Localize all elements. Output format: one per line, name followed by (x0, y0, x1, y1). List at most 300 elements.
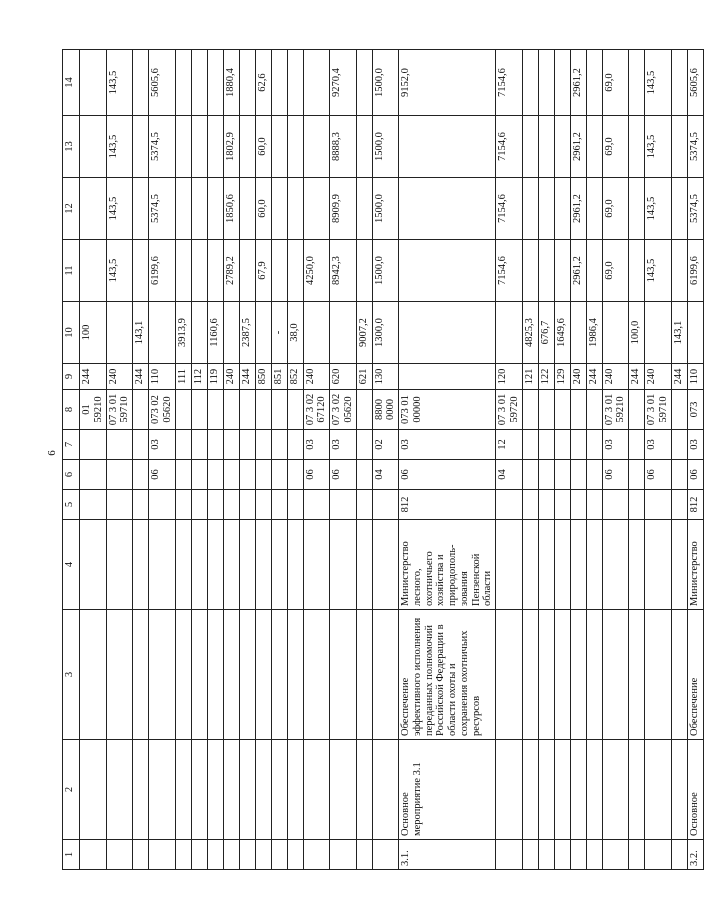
table-cell: 240 (106, 364, 133, 390)
table-cell (570, 460, 586, 490)
table-cell: 621 (356, 364, 372, 390)
table-cell: 1300,0 (372, 302, 399, 364)
table-cell: 7154,6 (496, 50, 523, 116)
table-cell (645, 610, 672, 740)
table-cell: 852 (287, 364, 303, 390)
table-cell: 8800 0000 (372, 390, 399, 430)
table-cell (330, 490, 357, 520)
table-cell: 03 (602, 430, 629, 460)
table-row (602, 50, 629, 870)
table-cell: 110 (149, 364, 176, 390)
table-row (149, 50, 176, 870)
table-cell (223, 460, 239, 490)
table-cell (191, 50, 207, 116)
table-cell: 244 (80, 364, 107, 390)
table-cell (602, 490, 629, 520)
table-cell (586, 610, 602, 740)
table-cell: Министерство лесного, охотничьего хозяйства и природополь-зования Пензенской области (399, 520, 496, 610)
table-cell (287, 50, 303, 116)
table-cell: 1500,0 (372, 240, 399, 302)
table-cell (255, 302, 271, 364)
table-cell (207, 490, 223, 520)
table-cell: 143,5 (106, 116, 133, 178)
table-row (586, 50, 602, 870)
table-cell (671, 116, 687, 178)
table-cell (570, 490, 586, 520)
table-cell (538, 116, 554, 178)
table-cell (191, 610, 207, 740)
table-cell (149, 610, 176, 740)
header-cell: 7 (63, 430, 80, 460)
table-cell (133, 740, 149, 840)
table-cell: 1880,4 (223, 50, 239, 116)
table-cell: 143,5 (106, 178, 133, 240)
table-cell (133, 390, 149, 430)
table-cell: 67,9 (255, 240, 271, 302)
table-cell: 073 01 00000 (399, 390, 496, 430)
table-cell (223, 490, 239, 520)
table-cell: 8909,9 (330, 178, 357, 240)
table-cell (399, 116, 496, 178)
table-cell: 69,0 (602, 50, 629, 116)
table-cell: Министерство (687, 520, 703, 610)
table-row (356, 50, 372, 870)
table-cell (645, 302, 672, 364)
table-cell (538, 240, 554, 302)
table-cell: 812 (687, 490, 703, 520)
table-cell (372, 740, 399, 840)
table-cell (271, 520, 287, 610)
table-cell (629, 390, 645, 430)
table-cell (223, 740, 239, 840)
header-cell: 4 (63, 520, 80, 610)
table-row (271, 50, 287, 870)
table-cell (538, 840, 554, 870)
table-cell (175, 430, 191, 460)
table-cell (629, 430, 645, 460)
table-cell (496, 610, 523, 740)
table-cell: 6199,6 (687, 240, 703, 302)
table-cell: 100 (80, 302, 107, 364)
table-cell (586, 520, 602, 610)
table-cell (554, 390, 570, 430)
table-cell (207, 610, 223, 740)
table-cell: 9270,4 (330, 50, 357, 116)
table-cell (207, 390, 223, 430)
table-cell (356, 430, 372, 460)
table-cell (106, 610, 133, 740)
table-cell: 02 (372, 430, 399, 460)
table-cell (175, 390, 191, 430)
table-cell (522, 490, 538, 520)
table-cell (538, 50, 554, 116)
table-cell (80, 178, 107, 240)
table-cell (106, 520, 133, 610)
table-cell (191, 116, 207, 178)
table-cell (80, 490, 107, 520)
table-cell (207, 240, 223, 302)
table-cell (271, 430, 287, 460)
table-cell (570, 840, 586, 870)
table-cell (522, 840, 538, 870)
table-cell (207, 178, 223, 240)
table-row (399, 50, 496, 870)
table-cell: 03 (149, 430, 176, 460)
table-cell: 073 (687, 390, 703, 430)
table-row (239, 50, 255, 870)
table-cell: 7154,6 (496, 178, 523, 240)
table-cell (255, 610, 271, 740)
table-cell: 620 (330, 364, 357, 390)
table-cell (645, 520, 672, 610)
table-cell (287, 840, 303, 870)
table-cell: 1850,6 (223, 178, 239, 240)
header-cell: 9 (63, 364, 80, 390)
table-cell (80, 610, 107, 740)
table-cell (303, 520, 330, 610)
table-cell: 1649,6 (554, 302, 570, 364)
table-cell (175, 50, 191, 116)
table-cell: 07 3 01 59720 (496, 390, 523, 430)
table-cell (271, 50, 287, 116)
table-cell (133, 116, 149, 178)
table-cell (356, 50, 372, 116)
table-cell (239, 610, 255, 740)
table-row (80, 50, 107, 870)
table-cell: 8942,3 (330, 240, 357, 302)
table-cell: 60,0 (255, 178, 271, 240)
table-row (106, 50, 133, 870)
table-cell: Обеспечение эффективного исполнения переданных полномочий Российской Федерации в области охоты и сохранения охотничьих ресурсов (399, 610, 496, 740)
table-cell (570, 740, 586, 840)
table-cell (80, 840, 107, 870)
table-cell (570, 390, 586, 430)
table-cell (629, 50, 645, 116)
table-cell: 04 (372, 460, 399, 490)
table-cell (602, 840, 629, 870)
table-cell: 2387,5 (239, 302, 255, 364)
table-cell (538, 460, 554, 490)
table-cell: 240 (570, 364, 586, 390)
table-cell (671, 50, 687, 116)
table-cell: 4250,0 (303, 240, 330, 302)
table-cell: 244 (133, 364, 149, 390)
table-cell (538, 740, 554, 840)
table-cell: 03 (330, 430, 357, 460)
table-cell (522, 430, 538, 460)
table-cell (133, 460, 149, 490)
table-cell: 119 (207, 364, 223, 390)
table-cell: 143,5 (645, 178, 672, 240)
table-cell: 1160,6 (207, 302, 223, 364)
rotated-table-container (62, 50, 700, 870)
table-cell (645, 740, 672, 840)
table-cell (287, 490, 303, 520)
table-cell: 07 3 01 59710 (106, 390, 133, 430)
table-cell: 69,0 (602, 116, 629, 178)
table-cell: 9152,0 (399, 50, 496, 116)
header-cell: 6 (63, 460, 80, 490)
table-cell (496, 302, 523, 364)
table-cell (175, 116, 191, 178)
table-cell: - (271, 302, 287, 364)
table-cell (671, 460, 687, 490)
table-cell (629, 610, 645, 740)
table-cell (356, 116, 372, 178)
budget-table (62, 49, 704, 870)
table-cell (255, 490, 271, 520)
table-cell (255, 740, 271, 840)
table-cell (586, 240, 602, 302)
table-cell: 143,1 (671, 302, 687, 364)
table-cell (106, 302, 133, 364)
table-cell: 12 (496, 430, 523, 460)
table-cell (303, 302, 330, 364)
table-cell (271, 610, 287, 740)
table-cell (671, 490, 687, 520)
table-cell (133, 178, 149, 240)
table-cell: 143,5 (645, 240, 672, 302)
table-cell: 100,0 (629, 302, 645, 364)
table-cell (602, 610, 629, 740)
table-cell (271, 116, 287, 178)
table-row (645, 50, 672, 870)
table-cell: 9007,2 (356, 302, 372, 364)
table-row (554, 50, 570, 870)
table-cell (538, 390, 554, 430)
table-cell: 244 (629, 364, 645, 390)
table-cell (239, 840, 255, 870)
table-cell: 69,0 (602, 178, 629, 240)
table-cell: 7154,6 (496, 240, 523, 302)
table-cell (522, 178, 538, 240)
table-row (303, 50, 330, 870)
table-cell (223, 520, 239, 610)
table-cell (239, 50, 255, 116)
table-cell (271, 740, 287, 840)
table-cell (671, 390, 687, 430)
table-cell: 1500,0 (372, 116, 399, 178)
table-cell (586, 740, 602, 840)
table-cell: 07 3 02 67120 (303, 390, 330, 430)
table-cell (80, 240, 107, 302)
table-cell (287, 520, 303, 610)
table-cell (287, 116, 303, 178)
table-cell (133, 430, 149, 460)
table-cell (133, 240, 149, 302)
table-cell (287, 740, 303, 840)
table-cell (554, 520, 570, 610)
table-cell (399, 178, 496, 240)
table-row (629, 50, 645, 870)
table-cell (522, 520, 538, 610)
table-cell (191, 390, 207, 430)
table-cell (629, 520, 645, 610)
table-cell (522, 610, 538, 740)
table-cell (554, 116, 570, 178)
table-cell (554, 50, 570, 116)
table-cell (106, 740, 133, 840)
table-cell: 129 (554, 364, 570, 390)
table-cell (586, 460, 602, 490)
table-cell (175, 740, 191, 840)
table-cell (399, 240, 496, 302)
table-cell (133, 50, 149, 116)
table-cell: 1986,4 (586, 302, 602, 364)
table-cell (586, 840, 602, 870)
table-cell: 1500,0 (372, 178, 399, 240)
table-cell: 06 (303, 460, 330, 490)
table-cell (330, 520, 357, 610)
table-cell (496, 490, 523, 520)
table-cell (554, 490, 570, 520)
table-cell (223, 302, 239, 364)
header-cell: 10 (63, 302, 80, 364)
table-cell (239, 116, 255, 178)
table-cell (149, 302, 176, 364)
table-cell (372, 520, 399, 610)
table-cell (239, 460, 255, 490)
table-cell (586, 430, 602, 460)
table-cell: 03 (645, 430, 672, 460)
table-cell (106, 430, 133, 460)
table-cell (356, 240, 372, 302)
table-cell (80, 50, 107, 116)
table-cell (106, 840, 133, 870)
table-cell (239, 178, 255, 240)
table-cell (554, 460, 570, 490)
table-cell: 143,5 (106, 50, 133, 116)
table-row (671, 50, 687, 870)
table-cell (271, 240, 287, 302)
table-cell (538, 490, 554, 520)
table-cell (570, 520, 586, 610)
table-cell: 110 (687, 364, 703, 390)
table-cell: Обеспечение (687, 610, 703, 740)
table-cell (538, 610, 554, 740)
table-cell (287, 430, 303, 460)
table-cell (687, 302, 703, 364)
table-row (175, 50, 191, 870)
table-cell: 240 (223, 364, 239, 390)
table-cell (554, 430, 570, 460)
table-cell: 143,5 (645, 50, 672, 116)
table-cell (671, 740, 687, 840)
table-cell (80, 116, 107, 178)
table-cell (602, 740, 629, 840)
table-cell (356, 178, 372, 240)
table-cell: 143,1 (133, 302, 149, 364)
table-cell: 5374,5 (149, 116, 176, 178)
table-cell (239, 430, 255, 460)
table-cell: 38,0 (287, 302, 303, 364)
table-row (191, 50, 207, 870)
table-cell: 2789,2 (223, 240, 239, 302)
table-cell: 07 3 02 05620 (330, 390, 357, 430)
table-cell (554, 610, 570, 740)
table-cell (191, 520, 207, 610)
table-cell: 7154,6 (496, 116, 523, 178)
table-cell (80, 740, 107, 840)
table-cell: 69,0 (602, 240, 629, 302)
table-cell: 2961,2 (570, 178, 586, 240)
table-cell: 143,5 (106, 240, 133, 302)
table-cell: 240 (303, 364, 330, 390)
table-cell (399, 302, 496, 364)
table-cell (330, 302, 357, 364)
table-cell (303, 116, 330, 178)
table-cell (356, 490, 372, 520)
table-cell (223, 430, 239, 460)
table-cell: 143,5 (645, 116, 672, 178)
table-row (207, 50, 223, 870)
table-cell: 4825,3 (522, 302, 538, 364)
table-cell: 07 3 01 59210 (602, 390, 629, 430)
table-cell (287, 390, 303, 430)
table-cell (271, 490, 287, 520)
table-cell (586, 490, 602, 520)
table-cell: 06 (149, 460, 176, 490)
table-cell: 122 (538, 364, 554, 390)
table-cell: 6199,6 (149, 240, 176, 302)
table-cell (586, 50, 602, 116)
table-cell: 5374,5 (149, 178, 176, 240)
table-cell: 244 (671, 364, 687, 390)
table-cell (522, 50, 538, 116)
table-cell (191, 740, 207, 840)
table-body (63, 50, 704, 870)
table-cell (570, 430, 586, 460)
table-cell (522, 390, 538, 430)
table-cell (207, 840, 223, 870)
table-cell (223, 840, 239, 870)
table-cell (271, 390, 287, 430)
table-row (372, 50, 399, 870)
table-cell: 8888,3 (330, 116, 357, 178)
table-cell (303, 740, 330, 840)
table-cell (554, 840, 570, 870)
table-cell (629, 240, 645, 302)
table-cell: 60,0 (255, 116, 271, 178)
table-cell (287, 460, 303, 490)
table-cell (538, 520, 554, 610)
table-cell (356, 610, 372, 740)
header-cell: 1 (63, 840, 80, 870)
table-cell (671, 840, 687, 870)
table-cell (372, 610, 399, 740)
table-cell (586, 390, 602, 430)
table-cell: 06 (687, 460, 703, 490)
table-cell (399, 364, 496, 390)
table-cell (671, 240, 687, 302)
table-cell (538, 430, 554, 460)
table-cell (106, 490, 133, 520)
table-cell (496, 740, 523, 840)
table-cell: 06 (602, 460, 629, 490)
table-cell (133, 610, 149, 740)
table-cell (175, 240, 191, 302)
table-cell: 851 (271, 364, 287, 390)
table-cell (255, 390, 271, 430)
table-cell: 130 (372, 364, 399, 390)
table-cell (629, 460, 645, 490)
table-cell: 03 (399, 430, 496, 460)
table-cell: 07 3 01 59710 (645, 390, 672, 430)
header-cell: 11 (63, 240, 80, 302)
table-cell: 1802,9 (223, 116, 239, 178)
table-cell (287, 240, 303, 302)
header-cell: 8 (63, 390, 80, 430)
